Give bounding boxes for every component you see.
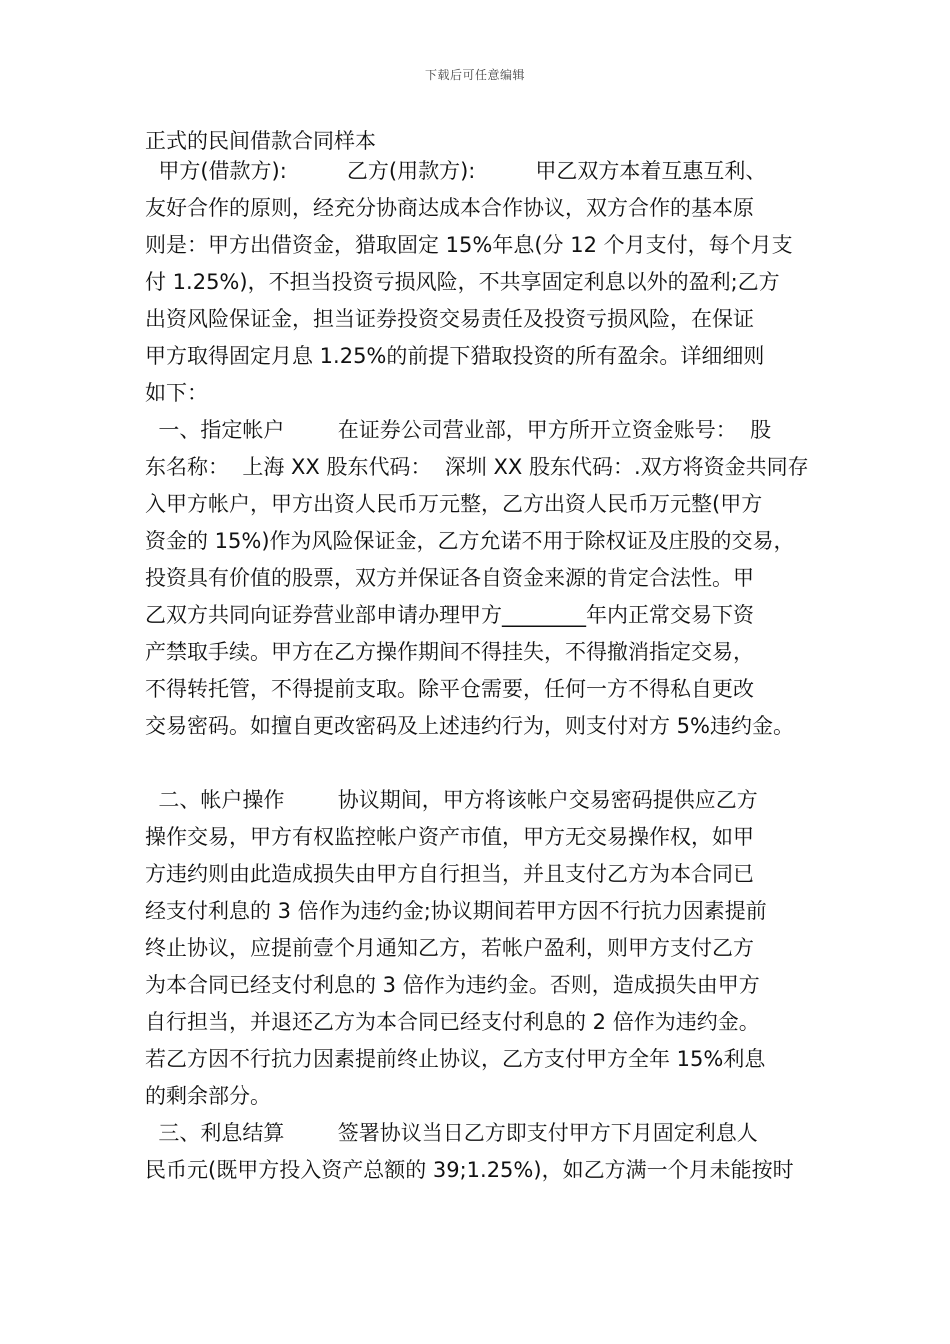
body-line: 三、利息结算 签署协议当日乙方即支付甲方下月固定利息人 — [145, 1121, 758, 1145]
body-line: 的剩余部分。 — [145, 1084, 271, 1108]
body-line: 若乙方因不行抗力因素提前终止协议，乙方支付甲方全年 15%利息 — [145, 1047, 766, 1071]
body-line: 则是：甲方出借资金，猎取固定 15%年息(分 12 个月支付，每个月支 — [145, 233, 793, 257]
page-header: 下载后可任意编辑 — [424, 68, 525, 82]
body-line: 入甲方帐户，甲方出资人民币万元整，乙方出资人民币万元整(甲方 — [145, 492, 763, 516]
body-line: 甲方(借款方): 乙方(用款方): 甲乙双方本着互惠互利、 — [145, 159, 767, 183]
body-line: 资金的 15%)作为风险保证金，乙方允诺不用于除权证及庄股的交易， — [145, 529, 795, 553]
body-line: 一、指定帐户 在证券公司营业部，甲方所开立资金账号： 股 — [145, 418, 772, 442]
body-line: 如下： — [145, 381, 208, 405]
body-line: 甲方取得固定月息 1.25%的前提下猎取投资的所有盈余。详细细则 — [145, 344, 765, 368]
body-line: 东名称： 上海 XX 股东代码： 深圳 XX 股东代码：.双方将资金共同存 — [145, 455, 809, 479]
body-line: 出资风险保证金，担当证券投资交易责任及投资亏损风险，在保证 — [145, 307, 754, 331]
body-line: 不得转托管，不得提前支取。除平仓需要，任何一方不得私自更改 — [145, 677, 754, 701]
document-title: 正式的民间借款合同样本 — [145, 129, 376, 153]
body-line: 付 1.25%)，不担当投资亏损风险，不共享固定利息以外的盈利;乙方 — [145, 270, 780, 294]
blank-line — [145, 745, 825, 782]
body-line: 民币元(既甲方投入资产总额的 39;1.25%)，如乙方满一个月未能按时 — [145, 1158, 794, 1182]
body-line: 终止协议，应提前壹个月通知乙方，若帐户盈利，则甲方支付乙方 — [145, 936, 754, 960]
body-line: 操作交易，甲方有权监控帐户资产市值，甲方无交易操作权，如甲 — [145, 825, 754, 849]
body-line: 乙双方共同向证券营业部申请办理甲方________年内正常交易下资 — [145, 603, 754, 627]
body-line: 经支付利息的 3 倍作为违约金;协议期间若甲方因不行抗力因素提前 — [145, 899, 767, 923]
body-line: 友好合作的原则，经充分协商达成本合作协议，双方合作的基本原 — [145, 196, 754, 220]
body-line: 方违约则由此造成损失由甲方自行担当，并且支付乙方为本合同已 — [145, 862, 754, 886]
body-line: 自行担当，并退还乙方为本合同已经支付利息的 2 倍作为违约金。 — [145, 1010, 760, 1034]
body-line: 二、帐户操作 协议期间，甲方将该帐户交易密码提供应乙方 — [145, 788, 758, 812]
body-line: 产禁取手续。甲方在乙方操作期间不得挂失，不得撤消指定交易， — [145, 640, 754, 664]
body-line: 为本合同已经支付利息的 3 倍作为违约金。否则，造成损失由甲方 — [145, 973, 760, 997]
body-line: 交易密码。如擅自更改密码及上述违约行为，则支付对方 5%违约金。 — [145, 714, 794, 738]
document-body — [145, 153, 825, 1189]
body-line: 投资具有价值的股票，双方并保证各自资金来源的肯定合法性。甲 — [145, 566, 754, 590]
